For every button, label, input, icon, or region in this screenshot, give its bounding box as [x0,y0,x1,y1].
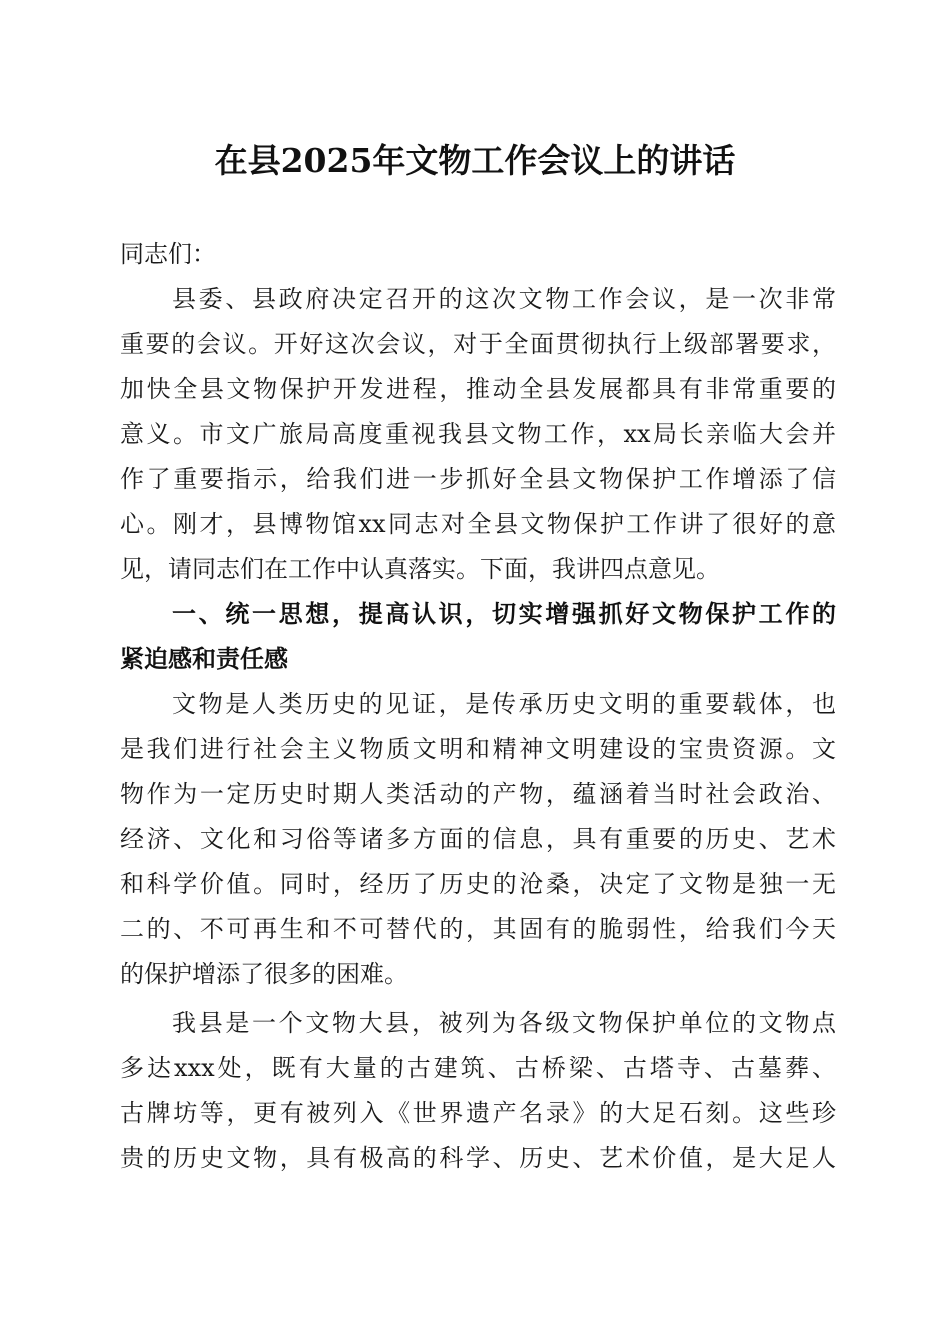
paragraph-line: 是我们进行社会主义物质文明和精神文明建设的宝贵资源。文 [120,735,836,763]
paragraph-line: 和科学价值。同时，经历了历史的沧桑，决定了文物是独一无 [120,870,836,898]
paragraph-line: 县委、县政府决定召开的这次文物工作会议，是一次非常 [172,285,836,313]
paragraph-line: 贵的历史文物，具有极高的科学、历史、艺术价值，是大足人 [120,1144,836,1172]
paragraph-line: 我县是一个文物大县，被列为各级文物保护单位的文物点 [172,1009,836,1037]
paragraph-line: 经济、文化和习俗等诸多方面的信息，具有重要的历史、艺术 [120,825,836,853]
paragraph-line: 文物是人类历史的见证，是传承历史文明的重要载体，也 [172,690,836,718]
salutation: 同志们： [120,240,216,268]
document-body [120,232,836,1181]
paragraph-line: 的保护增添了很多的困难。 [120,960,408,988]
paragraph-line: 重要的会议。开好这次会议，对于全面贯彻执行上级部署要求， [120,330,836,358]
document-title: 在县2025年文物工作会议上的讲话 [214,141,736,180]
paragraph-county-relics [120,1001,836,1181]
paragraph-line: 作了重要指示，给我们进一步抓好全县文物保护工作增添了信 [120,465,836,493]
paragraph-line: 见，请同志们在工作中认真落实。下面，我讲四点意见。 [120,555,720,583]
section-heading-line: 一、统一思想，提高认识，切实增强抓好文物保护工作的 [172,600,836,628]
paragraph-line: 加快全县文物保护开发进程，推动全县发展都具有非常重要的 [120,375,836,403]
paragraph-line: 二的、不可再生和不可替代的，其固有的脆弱性，给我们今天 [120,915,836,943]
paragraph-line: 心。刚才，县博物馆xx同志对全县文物保护工作讲了很好的意 [120,510,836,538]
section-heading-1 [120,592,836,682]
paragraph-line: 多达xxx处，既有大量的古建筑、古桥梁、古塔寺、古墓葬、 [120,1054,836,1082]
paragraph-cultural-relics [120,682,836,997]
paragraph-line: 意义。市文广旅局高度重视我县文物工作，xx局长亲临大会并 [120,420,836,448]
paragraph-intro [120,277,836,592]
section-heading-line: 紧迫感和责任感 [120,645,288,673]
paragraph-line: 物作为一定历史时期人类活动的产物，蕴涵着当时社会政治、 [120,780,836,808]
paragraph-line: 古牌坊等，更有被列入《世界遗产名录》的大足石刻。这些珍 [120,1099,836,1127]
